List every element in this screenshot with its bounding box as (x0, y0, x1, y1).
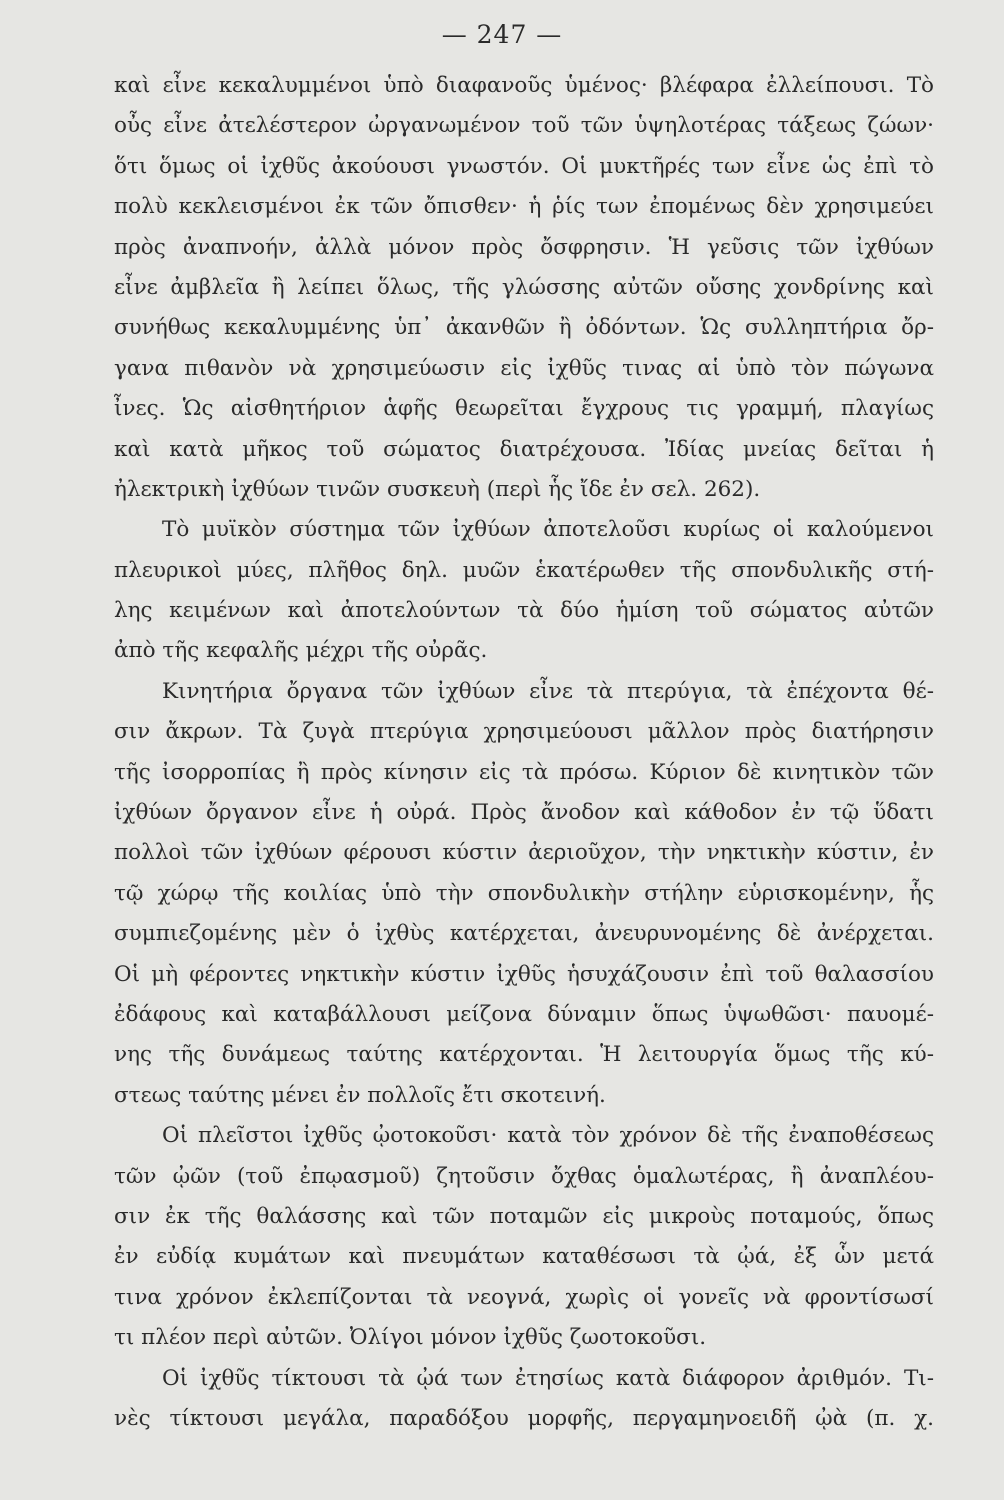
page-number: — 247 — (441, 20, 563, 49)
text-line: τῆς ἰσορροπίας ἢ πρὸς κίνησιν εἰς τὰ πρόσω. Κύριον δὲ κινητικὸν τῶν (114, 759, 934, 785)
text-line: πλευρικοὶ μύες, πλῆθος δηλ. μυῶν ἑκατέρωθεν τῆς σπονδυλικῆς στή- (114, 557, 934, 583)
text-line: σιν ἐκ τῆς θαλάσσης καὶ τῶν ποταμῶν εἰς μικροὺς ποταμούς, ὅπως (114, 1203, 934, 1229)
text-line: τι πλέον περὶ αὐτῶν. Ὀλίγοι μόνον ἰχθῦς ζωοτοκοῦσι. (114, 1325, 707, 1351)
text-line: τῷ χώρῳ τῆς κοιλίας ὑπὸ τὴν σπονδυλικὴν στήλην εὑρισκομένην, ἧς (114, 880, 934, 906)
text-line: τῶν ᾠῶν (τοῦ ἐπῳασμοῦ) ζητοῦσιν ὄχθας ὁμαλωτέρας, ἢ ἀναπλέου- (114, 1163, 934, 1189)
text-line: συνήθως κεκαλυμμένης ὑπ᾽ ἀκανθῶν ἢ ὀδόντων. Ὡς συλληπτήρια ὄρ- (114, 315, 934, 341)
text-line: ἀπὸ τῆς κεφαλῆς μέχρι τῆς οὐρᾶς. (114, 638, 488, 664)
text-line: Οἱ πλεῖστοι ἰχθῦς ᾠοτοκοῦσι· κατὰ τὸν χρόνον δὲ τῆς ἐναποθέσεως (162, 1123, 934, 1149)
text-line: ἐν εὐδίᾳ κυμάτων καὶ πνευμάτων καταθέσωσι τὰ ᾠά, ἐξ ὧν μετά (114, 1244, 934, 1270)
text-line: πολλοὶ τῶν ἰχθύων φέρουσι κύστιν ἀεριοῦχον, τὴν νηκτικὴν κύστιν, ἐν (114, 840, 934, 866)
text-line: ἠλεκτρικὴ ἰχθύων τινῶν συσκευὴ (περὶ ἧς ἴδε ἐν σελ. 262). (114, 476, 761, 502)
text-line: Οἱ μὴ φέροντες νηκτικὴν κύστιν ἰχθῦς ἡσυχάζουσιν ἐπὶ τοῦ θαλασσίου (114, 961, 934, 987)
text-line: Τὸ μυϊκὸν σύστημα τῶν ἰχθύων ἀποτελοῦσι κυρίως οἱ καλούμενοι (162, 517, 934, 543)
text-line: ἰχθύων ὄργανον εἶνε ἡ οὐρά. Πρὸς ἄνοδον καὶ κάθοδον ἐν τῷ ὕδατι (114, 800, 934, 826)
text-line: Οἱ ἰχθῦς τίκτουσι τὰ ᾠά των ἐτησίως κατὰ διάφορον ἀριθμόν. Τι- (162, 1365, 934, 1391)
text-line: νης τῆς δυνάμεως ταύτης κατέρχονται. Ἡ λειτουργία ὅμως τῆς κύ- (114, 1042, 934, 1068)
text-line: γανα πιθανὸν νὰ χρησιμεύωσιν εἰς ἰχθῦς τινας αἱ ὑπὸ τὸν πώγωνα (114, 355, 934, 381)
text-line: Κινητήρια ὄργανα τῶν ἰχθύων εἶνε τὰ πτερύγια, τὰ ἐπέχοντα θέ- (162, 678, 934, 704)
text-line: στεως ταύτης μένει ἐν πολλοῖς ἔτι σκοτεινή. (114, 1082, 606, 1108)
text-line: πολὺ κεκλεισμένοι ἐκ τῶν ὄπισθεν· ἡ ῥίς των ἐπομένως δὲν χρησιμεύει (114, 194, 934, 220)
text-line: τινα χρόνον ἐκλεπίζονται τὰ νεογνά, χωρὶς οἱ γονεῖς νὰ φροντίσωσί (114, 1284, 934, 1310)
body-text (114, 66, 934, 1439)
text-line: πρὸς ἀναπνοήν, ἀλλὰ μόνον πρὸς ὄσφρησιν. Ἡ γεῦσις τῶν ἰχθύων (114, 234, 934, 260)
text-line: ὅτι ὅμως οἱ ἰχθῦς ἀκούουσι γνωστόν. Οἱ μυκτῆρές των εἶνε ὡς ἐπὶ τὸ (114, 153, 934, 179)
text-line: καὶ εἶνε κεκαλυμμένοι ὑπὸ διαφανοῦς ὑμένος· βλέφαρα ἐλλείπουσι. Τὸ (114, 73, 934, 98)
text-line: εἶνε ἀμβλεῖα ἢ λείπει ὅλως, τῆς γλώσσης αὐτῶν οὔσης χονδρίνης καὶ (114, 274, 934, 300)
text-line: καὶ κατὰ μῆκος τοῦ σώματος διατρέχουσα. Ἰδίας μνείας δεῖται ἡ (114, 436, 934, 462)
text-line: οὖς εἶνε ἀτελέστερον ὠργανωμένον τοῦ τῶν ὑψηλοτέρας τάξεως ζώων· (114, 113, 934, 139)
text-line: λης κειμένων καὶ ἀποτελούντων τὰ δύο ἡμίση τοῦ σώματος αὐτῶν (114, 598, 934, 624)
text-line: ἶνες. Ὡς αἰσθητήριον ἁφῆς θεωρεῖται ἔγχρους τις γραμμή, πλαγίως (114, 396, 934, 422)
text-line: ἐδάφους καὶ καταβάλλουσι μείζονα δύναμιν ὅπως ὑψωθῶσι· παυομέ- (114, 1001, 934, 1027)
text-line: συμπιεζομένης μὲν ὁ ἰχθὺς κατέρχεται, ἀνευρυνομένης δὲ ἀνέρχεται. (114, 921, 934, 947)
text-line: σιν ἄκρων. Τὰ ζυγὰ πτερύγια χρησιμεύουσι μᾶλλον πρὸς διατήρησιν (114, 719, 934, 745)
text-line: νὲς τίκτουσι μεγάλα, παραδόξου μορφῆς, περγαμηνοειδῆ ᾠὰ (π. χ. (114, 1405, 934, 1431)
